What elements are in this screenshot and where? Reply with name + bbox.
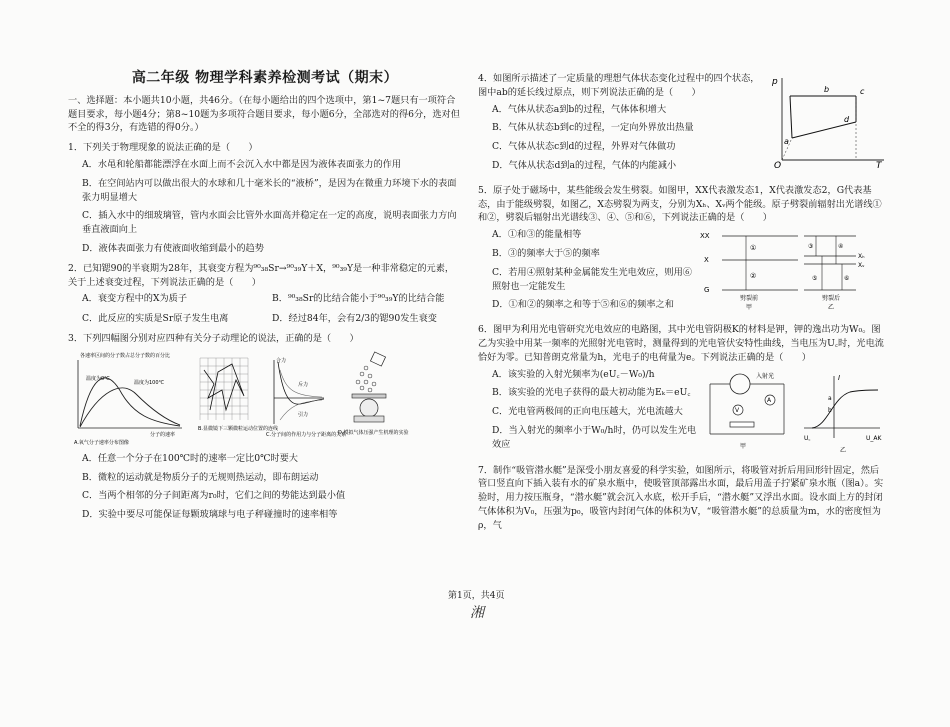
q4-point-b: b [824, 85, 830, 94]
q4-option-a: A．气体从状态a到b的过程，气体体积增大 [492, 103, 667, 115]
q6-uak-label: U_AK [866, 434, 882, 442]
question-3-stem: 3．下列四幅图分别对应四种有关分子动理论的说法，正确的是（ ） [68, 332, 359, 344]
q4-point-d: d [844, 115, 850, 124]
q6-uc-label: U꜀ [804, 434, 811, 442]
q6-block [478, 368, 888, 458]
q4-axis-t: T [876, 161, 882, 171]
question-7-stem: 7．制作“吸管潜水艇”是深受小朋友喜爱的科学实验，如图所示，将吸管对折后用回形针固定，然后管口竖直向下插入装有水的矿泉水瓶中，使吸管顶部露出水面，最后用盖子拧紧矿泉水瓶（图a）。实验时，用力按压瓶身，“潜水艇”就会沉入水底，松开手后，“潜水艇”又浮出水面。设水面上方的封闭气体体积为V₀，压强为p₀，吸管内封闭气体的体积为V，“吸管潜水艇”的总质量为m，水的密度恒为ρ，气 [478, 464, 884, 531]
q6-option-c: C．光电管两极间的正向电压越大，光电流越大 [492, 406, 683, 418]
page-title: 高二年级 物理学科素养检测考试（期末） [131, 70, 399, 86]
svg-text:V: V [735, 406, 740, 414]
q4-pt-diagram [768, 72, 888, 171]
figa-caption: A.氧气分子速率分布图像 [74, 439, 129, 446]
q5-jia-label: 甲 [746, 304, 753, 312]
figure-a-speed-distribution [70, 350, 188, 446]
figa-title: 各速率区间的分子数占总分子数的百分比 [80, 352, 171, 359]
svg-text:③: ③ [808, 243, 814, 251]
q2-options-row2 [82, 312, 462, 326]
q2-option-c: C．此反应的实质是Sr原子发生电离 [82, 313, 229, 325]
question-4-stem: 4．如图所示描述了一定质量的理想气体状态变化过程中的四个状态，图中ab的延长线过原点，则下列说法正确的是（ ） [478, 73, 760, 98]
q5-option-b: B．③的频率大于⑤的频率 [492, 247, 600, 259]
q5-option-c: C．若用④照射某种金属能发生光电效应，则用⑥照射也一定能发生 [492, 266, 692, 292]
figure-c-molecular-force [264, 350, 347, 446]
q6-incident-light: 入射光 [756, 372, 775, 380]
q6-point-a: a [828, 394, 832, 402]
page-footer: 第1页，共4页 [448, 591, 505, 601]
q4-block [478, 72, 888, 178]
q5-level-xv: Xᵥ [858, 262, 865, 270]
svg-text:⑥: ⑥ [844, 275, 850, 283]
q5-yi-label: 乙 [828, 304, 835, 312]
q4-option-b: B．气体从状态b到c的过程，一定向外界放出热量 [492, 122, 694, 134]
q2-option-b: B．⁹⁰₃₈Sr的比结合能小于⁹⁰₃₉Y的比结合能 [272, 293, 445, 305]
q3-option-d: D．实验中要尽可能保证每颗玻璃球与电子秤碰撞时的速率相等 [82, 509, 338, 521]
q6-jia-label: 甲 [740, 442, 747, 450]
q4-axis-p: p [772, 77, 778, 87]
q6-option-b: B．该实验的光电子获得的最大初动能为Eₖ＝eU꜀ [492, 387, 691, 399]
q2-option-d: D．经过84年，会有2/3的锶90发生衰变 [272, 313, 437, 325]
q4-point-c: c [860, 87, 865, 96]
q4-option-c: C．气体从状态c到d的过程，外界对气体做功 [492, 141, 676, 153]
section-instructions: 一、选择题：本小题共10小题，共46分。（在每小题给出的四个选项中，第1~7题只有一项符合题目要求，每小题4分；第8~10题为多项符合题目要求，每小题6分，全部选对的得6分，选对但不全的得3分，有选错的得0分。） [68, 94, 460, 134]
q5-option-a: A．①和③的能量相等 [492, 229, 582, 241]
figd-caption: D.模拟气体压强产生机理的实验 [338, 429, 409, 436]
q3-option-c: C．当两个相邻的分子间距离为r₀时，它们之间的势能达到最小值 [82, 490, 346, 502]
q2-options-row1 [82, 292, 462, 306]
figa-label-100c: 温度为100℃ [134, 379, 165, 386]
figc-repulsion: 斥力 [298, 381, 309, 388]
question-1-stem: 1．下列关于物理现象的说法正确的是（ ） [68, 142, 258, 154]
q5-level-xh: Xₕ [858, 253, 865, 261]
q1-option-a: A．水黾和轮船都能漂浮在水面上而不会沉入水中都是因为液体表面张力的作用 [82, 158, 402, 170]
q4-origin: O [774, 161, 782, 171]
question-5-stem: 5．原子处于磁场中，某些能级会发生劈裂。如图甲，XX代表激发态1，X代表激发态2，G代表基态，由于能级劈裂，如图乙，X态劈裂为两支，分别为Xₕ、Xᵥ两个能级。原子劈裂前辐射出光谱线①和②，劈裂后辐射出光谱线③、④、⑤和⑥，下列说法正确的是（ ） [478, 184, 882, 224]
q6-option-d: D．当入射光的频率小于W₀/h时，仍可以发生光电效应 [492, 424, 697, 450]
svg-text:④: ④ [838, 243, 844, 251]
q4-point-a: a [784, 137, 789, 146]
figa-x-label: 分子的速率 [150, 431, 176, 438]
figure-b-brownian [196, 350, 279, 446]
q1-option-d: D．液体表面张力有使液面收缩到最小的趋势 [82, 242, 264, 254]
q5-after-label: 劈裂后 [822, 295, 841, 303]
handwritten-mark: 湘 [470, 605, 484, 621]
q1-option-c: C．插入水中的细玻璃管，管内水面会比管外水面高并稳定在一定的高度，说明表面张力方向垂直液面向上 [82, 210, 457, 236]
q5-level-g: G [704, 286, 710, 295]
figb-caption: B.显微镜下三颗微粒运动位置的连线 [198, 425, 279, 432]
svg-text:⑤: ⑤ [812, 275, 818, 283]
svg-text:②: ② [750, 272, 757, 281]
q5-energy-levels [698, 228, 878, 314]
q3-option-b: B．微粒的运动就是物质分子的无规则热运动，即布朗运动 [82, 471, 319, 483]
figc-attraction: 引力 [298, 411, 309, 418]
question-2-stem: 2．已知锶90的半衰期为28年，其衰变方程为⁹⁰₃₈Sr→⁹⁰₃₉Y＋X，⁹⁰₃₉Y是一种非常稳定的元素，关于上述衰变过程，下列说法正确的是（ ） [68, 262, 455, 288]
q6-option-a: A．该实验的入射光频率为(eU꜀－W₀)/h [492, 368, 655, 380]
q5-level-x: X [704, 256, 709, 265]
q6-photoelectric-figures [700, 368, 886, 458]
q5-option-d: D．①和②的频率之和等于⑤和⑥的频率之和 [492, 299, 674, 311]
q3-option-a: A．任意一个分子在100℃时的速率一定比0℃时要大 [82, 452, 298, 464]
figa-label-0c: 温度为0℃ [86, 375, 110, 382]
q3-figures [70, 350, 462, 446]
figure-d-pressure-model [336, 350, 409, 446]
q6-axis-i: I [838, 373, 841, 382]
q6-point-b: b [828, 406, 832, 414]
q5-block [478, 228, 888, 317]
q5-level-xx: XX [700, 232, 710, 241]
q1-option-b: B．在空间站内可以做出很大的水球和几十毫米长的“液桥”，是因为在微重力环境下水的表面张力明显增大 [82, 177, 457, 203]
q5-before-label: 劈裂前 [740, 295, 759, 303]
q6-yi-label: 乙 [840, 446, 847, 454]
figc-caption: C.分子间的作用力与分子距离的关系 [266, 431, 347, 438]
svg-text:①: ① [750, 244, 757, 253]
figc-y-label: 合力 [276, 357, 287, 364]
question-6-stem: 6．图甲为利用光电管研究光电效应的电路图，其中光电管阴极K的材料是钾，钾的逸出功为W₀。图乙为实验中用某一频率的光照射光电管时，测量得到的光电管伏安特性曲线，当电压为U꜀时，光电流恰好为零。已知普朗克常量为h，光电子的电荷量为e。下列说法正确的是（ ） [478, 324, 884, 363]
q2-option-a: A．衰变方程中的X为质子 [82, 293, 188, 305]
left-column [68, 72, 462, 527]
q4-option-d: D．气体从状态d到a的过程，气体的内能减小 [492, 159, 677, 171]
svg-text:A: A [767, 396, 772, 404]
right-column [478, 72, 888, 536]
